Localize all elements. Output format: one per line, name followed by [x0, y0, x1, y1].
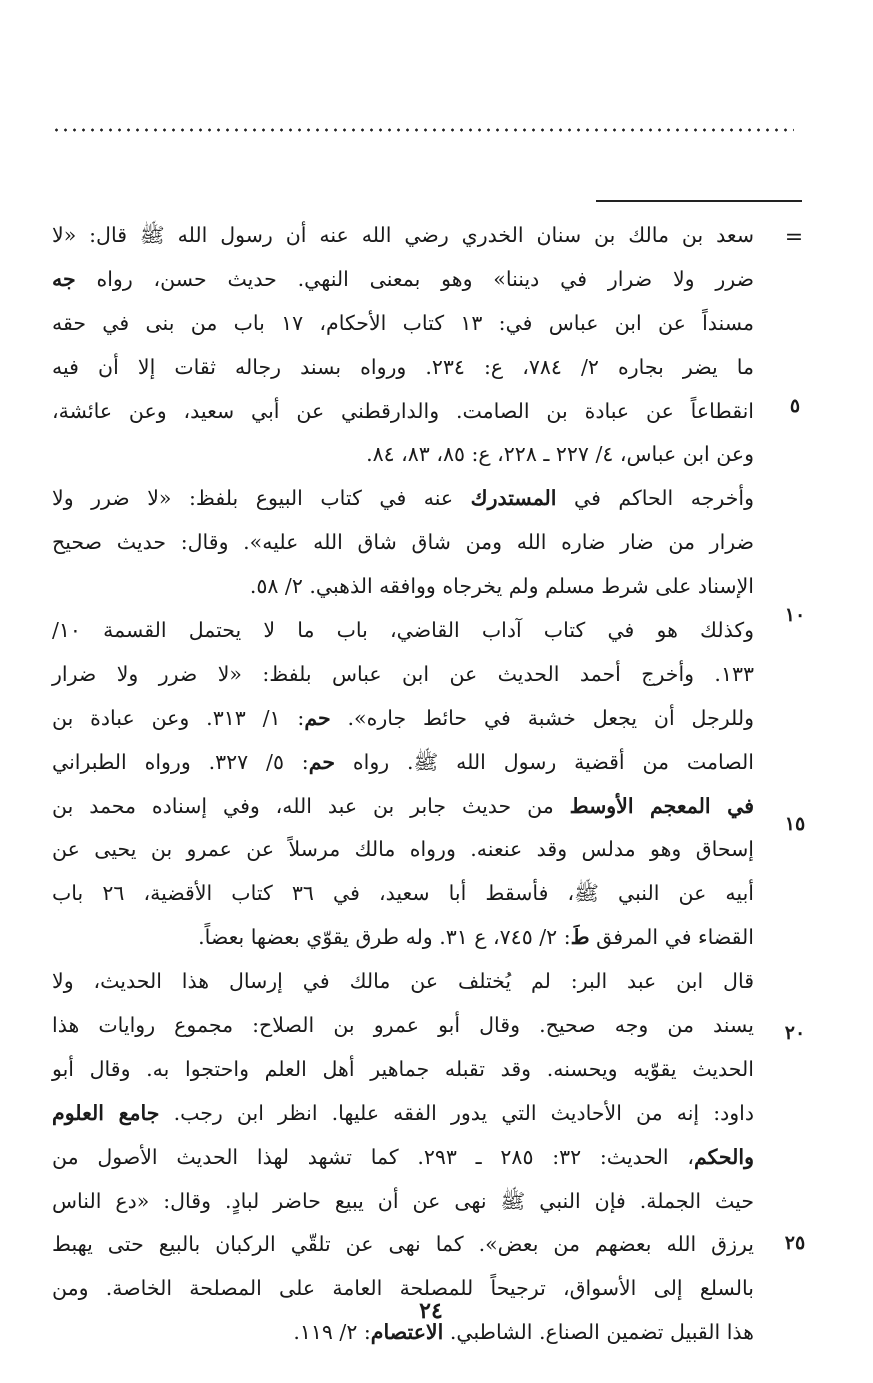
text-run: أبيه عن النبي ﷺ، فأسقط أبا سعيد، في ٣٦ كتاب الأقضية، ٢٦ باب — [52, 881, 754, 906]
text-run: هذا القبيل تضمين الصناع. الشاطبي. — [443, 1320, 754, 1345]
text-run: القضاء في المرفق — [589, 925, 754, 950]
text-run: وللرجل أن يجعل خشبة في حائط جاره». — [330, 705, 754, 730]
text-line — [52, 916, 754, 960]
text-run: وعن ابن عباس، ٤/ ٢٢٧ ـ ٢٢٨، ع: ٨٥، ٨٣، ٨٤. — [366, 442, 754, 467]
text-run: يسند من وجه صحيح. وقال أبو عمرو بن الصلاح: مجموع روايات هذا — [52, 1013, 754, 1038]
line-number-20: ٢٠ — [784, 1022, 806, 1044]
text-line — [52, 477, 754, 521]
text-run: الصامت من أقضية رسول الله ﷺ. رواه — [335, 749, 754, 774]
text-line — [52, 565, 754, 609]
text-line — [52, 1048, 754, 1092]
text-run: عنه في كتاب البيوع بلفظ: «لا ضرر ولا — [52, 486, 471, 511]
text-line — [52, 1004, 754, 1048]
text-line — [52, 1092, 754, 1136]
line-number-10: ١٠ — [784, 604, 806, 626]
text-run: ضرار من ضار ضاره الله ومن شاق شاق الله عليه». وقال: حديث صحيح — [52, 530, 754, 555]
text-run: إسحاق وهو مدلس وقد عنعنه. ورواه مالك مرسلاً عن عمرو بن يحيى عن — [52, 837, 754, 862]
text-run: من حديث جابر بن عبد الله، وفي إسناده محمد بن — [52, 793, 570, 818]
text-line — [52, 609, 754, 653]
text-line — [52, 433, 754, 477]
paragraph — [52, 477, 754, 609]
book-title: المستدرك — [470, 486, 557, 511]
source-abbr: جه — [52, 266, 76, 291]
text-run: الحديث يقوّيه ويحسنه. وقد تقبله جماهير أهل العلم واحتجوا به. وقال أبو — [52, 1056, 754, 1081]
page-number: ٢٤ — [419, 1298, 443, 1324]
text-run: سعد بن مالك بن سنان الخدري رضي الله عنه أن رسول الله ﷺ قال: «لا — [52, 223, 754, 247]
line-number-5: ٥ — [789, 395, 801, 417]
text-run: وكذلك هو في كتاب آداب القاضي، باب ما لا يحتمل القسمة ١٠/ — [52, 618, 754, 643]
text-run: ١٣٣. وأخرج أحمد الحديث عن ابن عباس بلفظ: «لا ضرر ولا ضرار — [52, 661, 754, 686]
text-run: : ٢/ ٧٤٥، ع ٣١. وله طرق يقوّي بعضها بعضاً. — [198, 925, 571, 950]
text-run: حيث الجملة. فإن النبي ﷺ نهى عن أن يبيع حاضر لبادٍ. وقال: «دع الناس — [52, 1188, 754, 1213]
text-run: الإسناد على شرط مسلم ولم يخرجاه ووافقه الذهبي. ٢/ ٥٨. — [249, 574, 754, 599]
text-run: : ٥/ ٣٢٧. ورواه الطبراني — [52, 749, 309, 774]
source-abbr: طَ — [570, 925, 590, 950]
text-line — [52, 697, 754, 741]
text-line — [52, 302, 754, 346]
continuation-mark: = — [784, 225, 804, 250]
text-run: ، الحديث: ٣٢: ٢٨٥ ـ ٢٩٣. كما تشهد لهذا الحديث الأصول من — [52, 1144, 694, 1169]
line-number-15: ١٥ — [784, 813, 806, 835]
text-run: بالسلع إلى الأسواق، ترجيحاً للمصلحة العامة على المصلحة الخاصة. ومن — [52, 1276, 754, 1301]
text-line — [52, 653, 754, 697]
line-number-25: ٢٥ — [784, 1232, 806, 1254]
text-run: انقطاعاً عن عبادة بن الصامت. والدارقطني عن أبي سعيد، وعن عائشة، — [52, 398, 754, 423]
text-line — [52, 1136, 754, 1180]
text-line — [52, 741, 754, 785]
paragraph — [52, 609, 754, 960]
text-run: وأخرجه الحاكم في — [556, 486, 754, 511]
book-title: في المعجم الأوسط — [569, 793, 754, 818]
source-abbr: حم — [308, 749, 336, 774]
dotted-separator — [52, 128, 794, 132]
book-title: الاعتصام — [370, 1320, 444, 1345]
text-line — [52, 828, 754, 872]
text-line — [52, 521, 754, 565]
footnote-rule — [596, 200, 802, 202]
text-run: ما يضر بجاره ٢/ ٧٨٤، ع: ٢٣٤. ورواه بسند رجاله ثقات إلا أن فيه — [52, 354, 754, 379]
text-line — [52, 390, 754, 434]
source-abbr: حم — [304, 705, 331, 730]
text-line — [52, 214, 754, 258]
text-line — [52, 785, 754, 829]
text-line — [52, 1180, 754, 1224]
text-run: : ١/ ٣١٣. وعن عبادة بن — [52, 705, 305, 730]
text-run: : ٢/ ١١٩. — [293, 1320, 371, 1345]
footnote-text — [52, 214, 754, 1355]
text-line — [52, 346, 754, 390]
text-line — [52, 960, 754, 1004]
text-run: قال ابن عبد البر: لم يُختلف عن مالك في إرسال هذا الحديث، ولا — [52, 969, 754, 994]
book-title: جامع العلوم — [52, 1100, 160, 1125]
text-line — [52, 1223, 754, 1267]
text-run: مسنداً عن ابن عباس في: ١٣ كتاب الأحكام، ١٧ باب من بنى في حقه — [52, 310, 754, 335]
text-run: داود: إنه من الأحاديث التي يدور الفقه عليها. انظر ابن رجب. — [159, 1100, 754, 1125]
text-run: ضرر ولا ضرار في ديننا» وهو بمعنى النهي. حديث حسن، رواه — [75, 266, 754, 291]
book-title: والحكم — [693, 1144, 754, 1169]
paragraph — [52, 214, 754, 477]
text-run: يرزق الله بعضهم من بعض». كما نهى عن تلقّي الركبان بالبيع حتى يهبط — [52, 1232, 754, 1257]
text-line — [52, 872, 754, 916]
text-line — [52, 258, 754, 302]
